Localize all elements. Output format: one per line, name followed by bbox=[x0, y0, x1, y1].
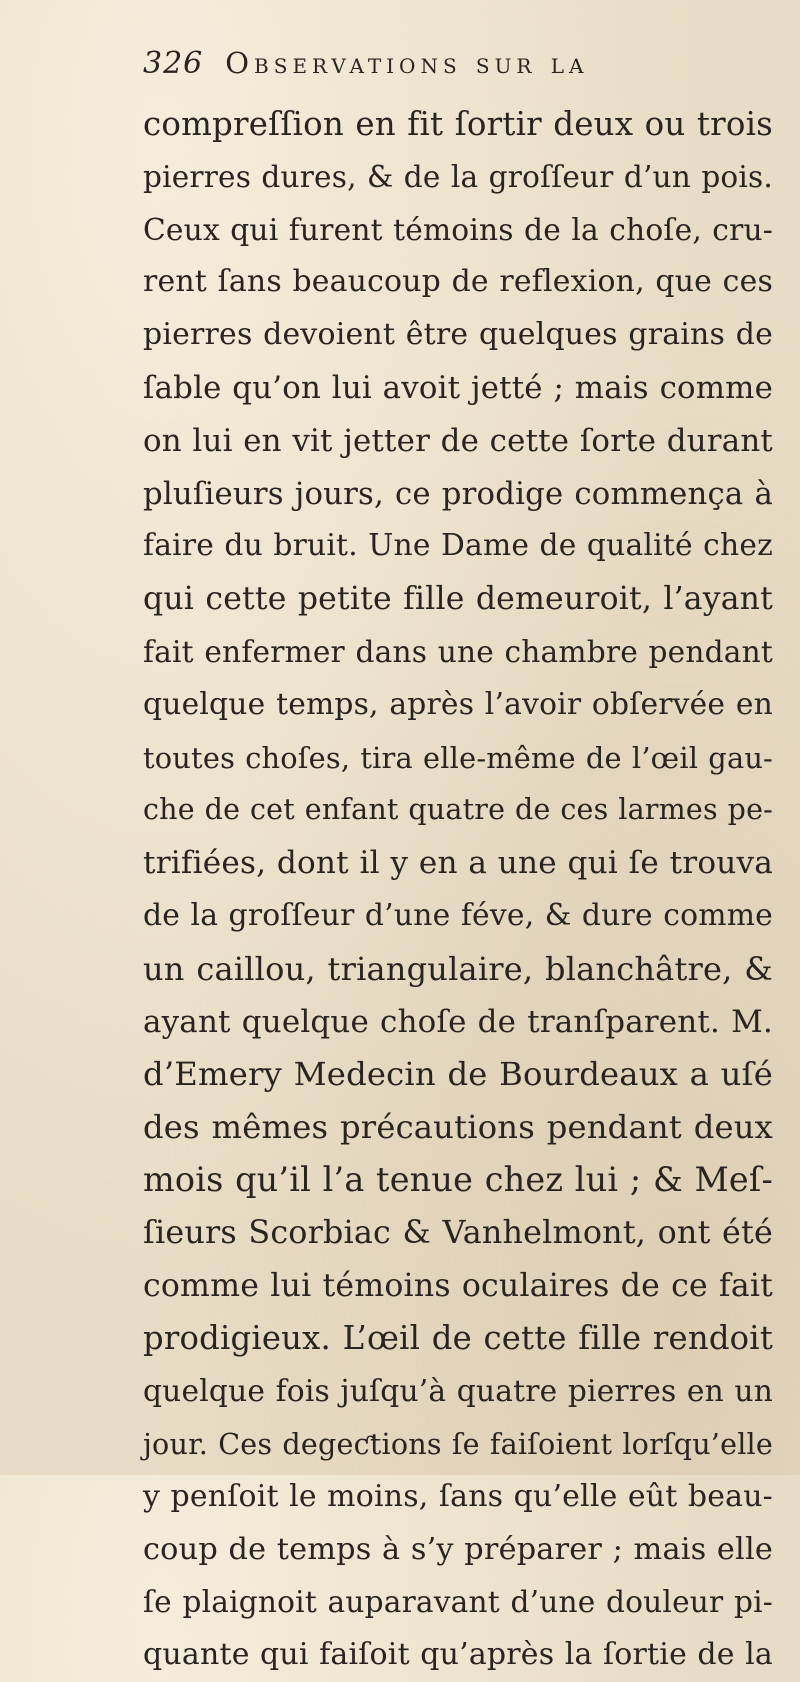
text-line: pierres devoient être quelques grains de bbox=[143, 317, 773, 353]
text-line: ſable qu’on lui avoit jetté ; mais comme bbox=[143, 369, 773, 406]
body-text bbox=[143, 98, 773, 1682]
text-line: de la groſſeur d’une féve, & dure comme bbox=[143, 897, 773, 933]
text-line: quelque fois juſqu’à quatre pierres en un bbox=[143, 1373, 773, 1409]
page-header bbox=[143, 46, 763, 92]
text-line: ſe plaignoit auparavant d’une douleur pi- bbox=[143, 1585, 773, 1620]
text-line: ſieurs Scorbiac & Vanhelmont, ont été bbox=[143, 1214, 773, 1251]
text-line: coup de temps à s’y préparer ; mais elle bbox=[143, 1531, 773, 1567]
text-line: Ceux qui furent témoins de la choſe, cru- bbox=[143, 211, 773, 247]
running-head: Observations sur la bbox=[225, 46, 589, 80]
text-line: y penſoit le moins, ſans qu’elle eût beau- bbox=[143, 1478, 773, 1514]
text-line: comme lui témoins oculaires de ce fait bbox=[143, 1267, 773, 1304]
text-line: quelque temps, après l’avoir obſervée en bbox=[143, 686, 773, 722]
text-line: pierres dures, & de la groſſeur d’un pois. bbox=[143, 159, 773, 194]
text-line: quante qui faiſoit qu’après la ſortie de la bbox=[143, 1637, 773, 1673]
text-line: che de cet enfant quatre de ces larmes pe- bbox=[143, 793, 773, 827]
page-number: 326 bbox=[143, 46, 204, 81]
text-line: faire du bruit. Une Dame de qualité chez bbox=[143, 528, 773, 564]
text-line: des mêmes précautions pendant deux bbox=[143, 1108, 773, 1147]
text-line: ayant quelque choſe de tranſparent. M. bbox=[143, 1003, 773, 1040]
text-line: trifiées, dont il y en a une qui ſe trouva bbox=[143, 845, 773, 882]
text-line: qui cette petite fille demeuroit, l’ayant bbox=[143, 581, 773, 618]
text-line: on lui en vit jetter de cette ſorte durant bbox=[143, 422, 773, 459]
text-line: fait enfermer dans une chambre pendant bbox=[143, 634, 773, 669]
text-line: d’Emery Medecin de Bourdeaux a uſé bbox=[143, 1055, 773, 1094]
text-line: compreſſion en fit ſortir deux ou trois bbox=[143, 105, 773, 143]
text-line: un caillou, triangulaire, blanchâtre, & bbox=[143, 949, 773, 988]
text-line: jour. Ces degeƈtions ſe faiſoient lorſqu’elle bbox=[143, 1426, 773, 1461]
text-line: prodigieux. L’œil de cette fille rendoit bbox=[143, 1319, 773, 1358]
text-line: toutes choſes, tira elle-même de l’œil gau- bbox=[143, 740, 773, 775]
text-line: pluſieurs jours, ce prodige commença à bbox=[143, 475, 773, 512]
text-line: rent ſans beaucoup de reflexion, que ces bbox=[143, 264, 773, 300]
text-line: mois qu’il l’a tenue chez lui ; & Meſ- bbox=[143, 1159, 773, 1199]
